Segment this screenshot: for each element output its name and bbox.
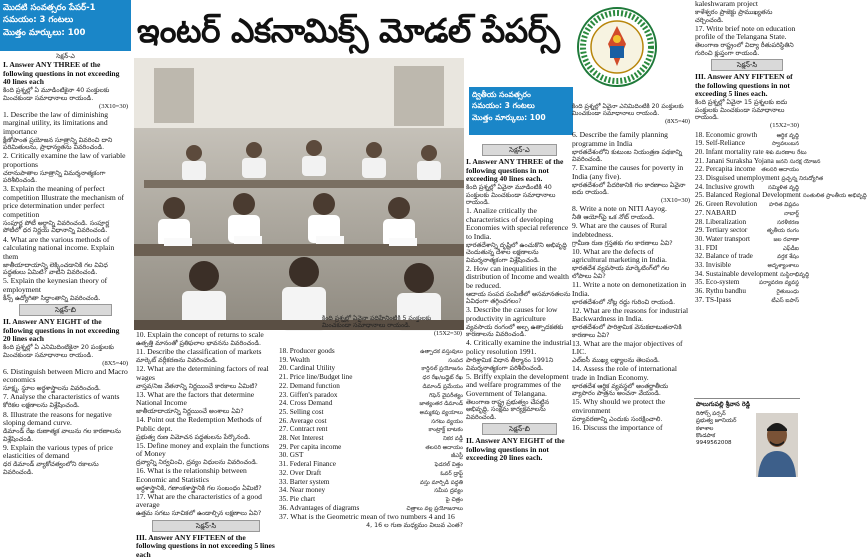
item-label: 30. GST: [279, 451, 304, 460]
column-2: [134, 330, 278, 559]
item-label: 25. Balanced Regional Development: [695, 191, 801, 200]
question-15-telugu-2: పర్యావరణాన్ని ఎందుకు సంరక్షించాలి.: [572, 415, 663, 423]
page-title: ఇంటర్ ఎకనామిక్స్ మోడల్ పేపర్స్: [137, 11, 560, 50]
author-name: పొలుగుపల్లి శ్రీవాస రెడ్డి: [696, 401, 751, 408]
list-item: [695, 287, 799, 296]
caption-2: [572, 103, 690, 133]
item-telugu: తృతీయ రంగం: [766, 228, 799, 235]
list-item: [695, 235, 799, 244]
list-item: [695, 261, 799, 270]
question-4: 4. What are the various methods of calculating national income. Explain them: [3, 234, 115, 261]
caption-2-marks: (8X5=40): [665, 117, 690, 125]
item-telugu: చిత్రాలు వల్ల ప్రయోజనాలు: [406, 505, 463, 512]
item-label: 29. Per capita income: [279, 442, 342, 451]
question-12-2: 12. What are the reasons for industrial Backwardness in India.: [572, 305, 689, 324]
item-telugu: పై చిత్రం: [445, 496, 463, 503]
item-telugu: వస్తు మార్పిడి పద్ధతి: [419, 479, 463, 486]
question-10-telugu-2: భారతదేశ వ్యవసాయ మార్కెటింగ్‌లో గల లోపాలు ఏవి?: [572, 265, 670, 280]
question-15-telugu: ద్రవ్యాన్ని నిర్వచించి, ద్రవ్యం విధులను వివరించండి.: [136, 459, 258, 467]
column-4: [466, 0, 573, 488]
item-label: 22. Percapita income: [695, 165, 756, 174]
item-telugu: తలసరి ఆదాయం: [425, 444, 463, 451]
question-10-2: 10. What are the defects of agricultural marketing in India.: [572, 246, 667, 265]
list-item: [695, 174, 824, 183]
list-item: [279, 373, 463, 382]
list-item: [279, 495, 463, 504]
item-label: 19. Self-Reliance: [695, 139, 745, 148]
item-label: 18. Economic growth: [695, 130, 758, 139]
list-item: [695, 191, 867, 200]
item-telugu: స్వావలంబన: [771, 141, 799, 148]
question-7-telugu: కోరికల లక్షణాలను విశ్లేషించండి.: [3, 402, 80, 410]
list-item: [695, 244, 799, 253]
question-9-telugu-2: గ్రామీణ రుణ గ్రస్తతకు గల కారణాలు ఏవి?: [572, 239, 673, 247]
list-item: [279, 478, 463, 487]
section-2-telugu: కింది ప్రశ్నల్లో ఏ ఎనిమిదింటికైనా 20 పంక్తులకు మించకుండా సమాధానాలు రాయండి.: [3, 344, 114, 359]
item-label: 21. Janani Suraksha Yojana: [695, 156, 774, 165]
item-label: 31. Federal Finance: [279, 460, 336, 469]
question-9-2: 9. What are the causes of Rural indebtedness.: [572, 221, 667, 239]
section-3-heading-2: III. Answer ANY FIFTEEN of the following questions in not exceeding 5 lines each.: [695, 72, 793, 99]
item-telugu: నాబార్డ్: [783, 210, 799, 217]
question-14-telugu: ప్రభుత్వ రుణ విమోచన పద్ధతులను పేర్కొనండి.: [136, 433, 251, 441]
question-16-continued: kaleshwaram project: [695, 0, 759, 8]
item-telugu: రైతుబంధు: [776, 289, 799, 296]
question-2-2: 2. How can inequalities in the distribution of Income and wealth be reduced.: [466, 263, 569, 290]
question-11-telugu: మార్కెట్ వర్గీకరణను వివరించండి.: [136, 357, 218, 365]
item-label: 26. Average cost: [279, 416, 327, 425]
total-marks-2: మొత్తం మార్కులు: 100: [472, 112, 546, 122]
question-1-telugu: క్షీణోపాంత ప్రయోజన సూత్రాన్ని వివరించి దాని పరిమితులను, ప్రాధాన్యతను వివరించండి.: [3, 136, 113, 152]
item-telugu: జల రవాణా: [773, 236, 799, 243]
list-item: [279, 460, 463, 469]
list-item: [279, 486, 463, 495]
question-5-telugu-2: తెలంగాణ రాష్ట్ర ప్రభుత్వం చేపట్టిన అభివృద్ధి, సంక్షేమ కార్యక్రమాలను వివరించండి.: [466, 398, 550, 421]
item-label: 37. TS-Ipass: [695, 295, 732, 304]
question-3-telugu: సంపూర్ణ పోటీ అర్థాన్ని వివరించండి. సంపూర్ణ పోటీలో ధర నిర్ణయ విధానాన్ని వివరించండి.: [3, 219, 110, 235]
item-telugu: ఫెడరల్ విత్తం: [434, 462, 463, 469]
question-6: 6. Distinguish between Micro and Macro economics: [3, 366, 128, 385]
question-3-2: 3. Describe the causes for low productivity in agriculture: [466, 305, 558, 323]
question-13-2: 13. What are the major objectives of LIC.: [572, 338, 683, 357]
second-year-header: [469, 87, 573, 135]
question-13-telugu: జాతీయాదాయాన్ని నిర్ణయించే అంశాలు ఏవి?: [136, 408, 244, 416]
list-item: [279, 451, 463, 460]
list-item: [695, 269, 810, 279]
item-telugu: డిమాండ్ ప్రమేయం: [422, 383, 463, 390]
list-item: [695, 131, 799, 140]
item-telugu: వర్తక శేషం: [777, 254, 799, 261]
section-1-heading-2: I. Answer ANY THREE of the following questions in not exceeding 40 lines each.: [466, 157, 564, 184]
question-10-telugu: ఉత్పత్తి మానంతో ప్రతిఫలాల భావనను వివరించండి.: [136, 340, 262, 347]
caption-1-marks: (15X2=30): [433, 329, 462, 337]
item-telugu: ఓవర్ డ్రాఫ్ట్: [440, 470, 463, 477]
question-4-2: 4. Critically examine the industrial policy resolution 1991.: [466, 338, 572, 356]
first-year-header: [0, 0, 131, 51]
question-16-telugu: అర్థశాస్త్రానికి, గణాంకశాస్త్రానికి గల సంబంధం ఏమిటి?: [136, 484, 262, 492]
list-item: [695, 200, 799, 209]
question-12: 12. What are the determining factors of real wages: [136, 364, 269, 382]
item-label: 27. Contract rent: [279, 425, 328, 434]
item-telugu: జాత్యంతర డిమాండ్: [419, 401, 463, 408]
column-5: [572, 131, 692, 488]
section-1-heading: I. Answer ANY THREE of the following questions in not exceeding 40 lines each: [3, 60, 120, 86]
item-telugu: గిఫెన్ వైపరీత్యం: [429, 392, 463, 399]
item-label: 24. Inclusive growth: [695, 182, 755, 191]
question-15-2: 15. Why should we protect the environment: [572, 397, 666, 415]
list-item: [695, 226, 799, 235]
section-c-label: సెక్షన్-సి: [152, 520, 260, 532]
section-a-label-2: సెక్షన్-ఎ: [482, 144, 557, 156]
question-8-telugu-2: నీతి ఆయోగ్‌పై ఒక నోట్ రాయండి.: [572, 214, 655, 222]
item-telugu: కార్డినల్ ప్రయోజనం: [421, 366, 463, 373]
paper-title: మొదటి సంవత్సరం పేపర్-1: [3, 3, 96, 13]
list-item: [695, 165, 799, 174]
year-label: ద్వితీయ సంవత్సరం: [472, 90, 531, 99]
list-item: [695, 139, 799, 148]
list-item: [279, 356, 463, 365]
item-label: 36. Advantages of diagrams: [279, 503, 360, 512]
author-role: రిసోర్స్ పర్సన్: [696, 411, 726, 417]
section-c-label-2: సెక్షన్-సి: [711, 59, 783, 71]
item-label: 28. Liberalization: [695, 217, 747, 226]
item-label: 19. Wealth: [279, 355, 310, 364]
item-label: 23. Disguised unemployment: [695, 174, 780, 183]
duration-2: సమయం: 3 గంటలు: [472, 101, 535, 111]
list-item: [695, 156, 821, 166]
question-8-2: 8. Write a note on NITI Aayog.: [572, 204, 667, 214]
question-15: 15. Define money and explain the functions of Money: [136, 440, 270, 459]
section-2-heading-2: II. Answer ANY EIGHT of the following questions in not exceeding 20 lines each.: [466, 436, 565, 463]
list-item: [279, 391, 463, 400]
list-item: [279, 504, 463, 513]
question-5: 5. Explain the keynesian theory of employment: [3, 276, 108, 294]
item-label: 29. Tertiary sector: [695, 226, 748, 235]
item-telugu: అమ్మకపు వ్యయాలు: [419, 409, 463, 416]
question-14-2: 14. Assess the role of international trade in Indian Economy.: [572, 364, 678, 382]
question-5-telugu: కీన్స్ ఉద్యోగితా సిద్ధాంతాన్ని వివరించండి.: [3, 294, 101, 302]
question-2-telugu-2: ఆదాయ సంపద పంపిణీలో అసమానతలను ఏవిధంగా తగ్గించగలం?: [466, 290, 571, 306]
question-11-2: 11. Write a note on demonetization in India.: [572, 280, 687, 298]
question-5-2: 5. Briffy explain the development and welfare programmes of the Government of Telangana.: [466, 371, 569, 398]
column-5-marks: (3X10=30): [661, 197, 690, 205]
question-10: 10. Explain the concept of returns to scale: [136, 330, 264, 339]
section-3-items: [279, 347, 463, 512]
caption-2-text: కింది ప్రశ్నల్లో ఏవైనా ఎనిమిదింటికి 20 పంక్తులకు మించకుండా సమాధానాలు రాయండి.: [572, 103, 684, 118]
exam-hall-illustration: [134, 58, 464, 330]
item-label: 30. Water transport: [695, 234, 750, 243]
section-2-marks: (8X5=40): [102, 359, 128, 367]
item-label: 31. FDI: [695, 243, 718, 252]
item-telugu: సంపద: [448, 357, 463, 364]
question-4-telugu-2: పారిశ్రామిక విధాన తీర్మానం 1991ని విమర్శనాత్మకంగా పరిశీలించండి.: [466, 356, 554, 372]
author-phone: 9949562008: [696, 440, 732, 447]
list-item: [279, 382, 463, 391]
item-telugu: తలసరి ఆదాయం: [761, 167, 799, 174]
question-6-telugu: సూక్ష్మ, స్థూల అర్థశాస్త్రాలను వివరించండి.: [3, 385, 101, 393]
item-telugu: హరిత విప్లవం: [769, 202, 799, 209]
question-16: 16. What is the relationship between Economic and Statistics: [136, 466, 247, 484]
list-item: [279, 399, 463, 408]
item-telugu: సగటు వ్యయం: [431, 418, 463, 425]
question-8: 8. Illustrate the reasons for negative sloping demand curve.: [3, 409, 112, 428]
question-14-telugu-2: భారతదేశ ఆర్థిక వ్యవస్థలో అంతర్జాతీయ వ్యాపారం పాత్రను అంచనా వేయండి.: [572, 382, 669, 398]
list-item: [695, 209, 799, 218]
question-7: 7. Analyse the characteristics of wants: [3, 392, 120, 402]
item-telugu: కాంట్రాక్ట్ బాటకం: [428, 427, 463, 434]
item-label: 35. Eco-system: [695, 278, 740, 287]
question-1: 1. Describe the law of diminishing marginal utility, its limitations and importance: [3, 109, 109, 136]
list-item: [279, 434, 463, 443]
question-17-2: 17. Write brief note on education profile of the Telangana State.: [695, 23, 796, 42]
question-12-telugu: వాస్తవ/నిజ వేతనాన్ని నిర్ణయించే కారకాలు ఏమిటి?: [136, 382, 258, 390]
item-label: 23. Giffen's paradox: [279, 390, 338, 399]
section-2-heading: II. Answer ANY EIGHT of the following questions in not exceeding 20 lines each: [3, 317, 120, 344]
item-telugu: ఆర్థిక వృద్ధి: [776, 132, 799, 139]
item-telugu: ఎఫ్‌డీఐ: [782, 245, 799, 252]
board-emblem: [576, 6, 658, 88]
item-telugu: సుస్థిరాభివృద్ధి: [779, 271, 810, 278]
question-14: 14. Point out the Redemption Methods of Public dept.: [136, 415, 262, 433]
question-3: 3. Explain the meaning of perfect competition Illustrate the mechanism of price determination under perfect competition: [3, 184, 125, 219]
question-1-2: 1. Analize critically the characteristics of developing Economies with special reference to India.: [466, 206, 569, 241]
item-telugu: సమ్మిళిత వృద్ధి: [768, 184, 799, 191]
item-label: 35. Pie chart: [279, 494, 316, 503]
section-1-telugu: కింది ప్రశ్నల్లో ఏ మూడింటికైనా 40 పంక్తులకు మించకుండా సమాధానాలు రాయండి.: [3, 87, 110, 102]
item-label: 27. NABARD: [695, 208, 737, 217]
list-item: [279, 443, 463, 452]
list-item: [695, 147, 807, 157]
item-telugu: ధర రేఖ/బడ్జెట్ రేఖ: [422, 375, 463, 382]
item-label: 25. Selling cost: [279, 407, 324, 416]
question-2: 2. Critically examine the law of variable proportions: [3, 151, 126, 169]
list-item: [279, 364, 463, 373]
question-3-telugu-2: వ్యవసాయ రంగంలో అల్ప ఉత్పాదకతకు కారణాలను వివరించండి.: [466, 323, 564, 339]
item-label: 20. Cardinal Utility: [279, 364, 336, 373]
question-11: 11. Describe the classification of markets: [136, 347, 262, 357]
item-label: 34. Sustainable development: [695, 269, 778, 278]
author-college: ప్రభుత్వ జూనియర్ కళాశాల: [696, 418, 737, 432]
list-item: [695, 218, 799, 227]
question-7-2: 7. Examine the causes for poverty in India (any five).: [572, 163, 684, 181]
list-item: [279, 408, 463, 417]
question-16-telugu-2: కాళేశ్వరం ప్రాజెక్టు ప్రాముఖ్యతను చర్చించండి.: [695, 9, 773, 24]
question-17-telugu: ఉత్తమ సగటు సూచికలో ఉండాల్సిన లక్షణాలు ఏవి?: [136, 510, 262, 518]
question-9: 9. Explain the various types of price elasticities of demand: [3, 442, 113, 461]
section-3-heading: III. Answer ANY FIFTEEN of the following questions in not exceeding 5 lines each: [136, 532, 275, 559]
question-11-telugu-2: భారతదేశంలో నోట్ల రద్దు గురించి రాయండి.: [572, 298, 676, 306]
list-item: [279, 425, 463, 434]
author-box: [694, 398, 800, 488]
list-item: [695, 183, 799, 192]
section-b-label: సెక్షన్-బి: [19, 304, 112, 316]
item-label: 18. Producer goods: [279, 347, 335, 355]
question-13-telugu-2: ఎల్ఐసీ ముఖ్య లక్ష్యాలను తెలపండి.: [572, 357, 660, 365]
item-label: 32. Over Draft: [279, 468, 322, 477]
column-3: [279, 347, 463, 530]
item-label: 24. Cross Demand: [279, 399, 333, 408]
caption-1-text: కింది ప్రశ్నల్లో ఏవైనా పదిహేనింటికి 5 పంక్తులకు మించకుండా సమాధానాలు రాయండి.: [322, 315, 432, 330]
item-telugu: అదృశ్యాంశాలు: [767, 263, 799, 270]
question-16-2: 16. Discuss the importance of: [572, 422, 663, 432]
section-a-label: సెక్షన్-ఎ: [23, 53, 108, 61]
section-3-telugu-2: కింది ప్రశ్నల్లో ఏవైనా 15 ప్రశ్నలకు ఐదు పంక్తులకు మించకుండా సమాధానాలు రాయండి.: [695, 99, 788, 122]
emblem-icon: [576, 6, 658, 88]
question-7-telugu-2: భారతదేశంలో పేదరికానికి గల కారణాలు ఏవైనా ఐదు రాయండి.: [572, 181, 686, 197]
item-telugu: టీఎస్ ఐపాస్: [771, 297, 799, 304]
list-item: [279, 469, 463, 478]
item-telugu: సంతులిత ప్రాంతీయ అభివృద్ధి: [802, 193, 867, 200]
item-telugu: శిశు మరణాల రేటు: [765, 149, 807, 156]
question-8-telugu: డిమాండ్ రేఖ రుణాత్మక వాలును గల కారణాలను విశ్లేషించండి.: [3, 428, 121, 443]
item-label: 33. Barter system: [279, 477, 330, 486]
question-13: 13. What are the factors that determine National Income: [136, 389, 255, 408]
total-marks: మొత్తం మార్కులు: 100: [3, 27, 86, 38]
column-1: [0, 0, 131, 488]
item-label: 33. Invisible: [695, 261, 731, 270]
question-6-telugu-2: భారతదేశంలోని కుటుంబ నియంత్రణ పథకాన్ని వివరించండి.: [572, 148, 683, 164]
list-item: [695, 296, 799, 305]
list-item: [279, 417, 463, 426]
item-telugu: పర్యావరణ వ్యవస్థ: [759, 280, 799, 287]
section-1-telugu-2: కింది ప్రశ్నల్లో ఏవైనా మూడింటికి 40 పంక్తులకు మించకుండా సమాధానాలు రాయండి.: [466, 184, 556, 207]
section-b-label-2: సెక్షన్-బి: [482, 423, 557, 435]
question-17: 17. What are the characteristics of a good average: [136, 491, 262, 510]
question-1-telugu-2: భారతదేశాన్ని దృష్టిలో ఉంచుకొని అభివృద్ధి చెందుతున్న దేశాల లక్షణాలను విమర్శనాత్మకంగా విశ్లేషించండి.: [466, 241, 567, 264]
item-telugu: నికర వడ్డీ: [442, 436, 463, 443]
item-telugu: ఉత్పాదక వస్తువులు: [420, 349, 463, 355]
item-label: 36. Rythu bandhu: [695, 287, 747, 296]
item-label: 21. Price line/Budget line: [279, 373, 353, 382]
question-12-telugu-2: భారతదేశంలో పారిశ్రామిక వెనుకబాటుతనానికి కారణాలు ఏవి?: [572, 324, 682, 339]
section-3-items-2: [695, 130, 867, 305]
section-3-marks-2: (15X2=30): [770, 122, 799, 130]
caption-1: [322, 315, 462, 347]
item-label: 22. Demand function: [279, 381, 340, 390]
list-item: [695, 278, 799, 287]
section-1-marks: (3X10=30): [99, 102, 128, 110]
item-label: 34. Near money: [279, 486, 326, 495]
item-telugu: ప్రచ్ఛన్న నిరుద్యోగిత: [781, 176, 824, 183]
item-telugu: జనని సురక్ష యోజన: [775, 158, 821, 165]
item-label: 32. Balance of trade: [695, 252, 753, 261]
question-37: 37. What is the Geometric mean of two numbers 4 and 16: [279, 512, 455, 522]
question-37-telugu: 4, 16 ల గుణ మధ్యమం విలువ ఎంత?: [366, 522, 463, 530]
item-telugu: సరళీకరణ: [777, 219, 799, 226]
author-photo: [756, 413, 798, 477]
list-item: [695, 252, 799, 261]
item-label: 20. Infant mortality rate: [695, 147, 764, 156]
question-17-telugu-2: తెలంగాణ రాష్ట్రంలో విద్యా రీతుపరిస్థితిని గురించి క్లుప్తంగా రాయండి.: [695, 42, 794, 57]
item-telugu: సమీప ద్రవ్యం: [434, 488, 463, 495]
author-place: కొండపాక: [696, 432, 716, 439]
item-label: 28. Net Interest: [279, 434, 324, 443]
duration: సమయం: 3 గంటలు: [3, 15, 74, 26]
list-item: [279, 347, 463, 356]
exam-hall-photo: [134, 58, 464, 330]
item-label: 26. Green Revolution: [695, 200, 758, 209]
question-2-telugu: చరానుపాతాల సూత్రాన్ని విమర్శనాత్మకంగా పరిశీలించండి.: [3, 169, 106, 185]
question-4-telugu: జాతీయాదాయాన్ని లెక్కించడానికి గల వివిధ పద్ధతులు ఏమిటి? వాటిని వివరించండి.: [3, 261, 108, 277]
question-9-telugu: ధర డిమాండ్ వ్యాకోచత్వంలోని రకాలను వివరించండి.: [3, 461, 99, 476]
question-6-2: 6. Describe the family planning programme in India: [572, 130, 668, 148]
item-telugu: జీఎస్టీ: [451, 453, 463, 460]
